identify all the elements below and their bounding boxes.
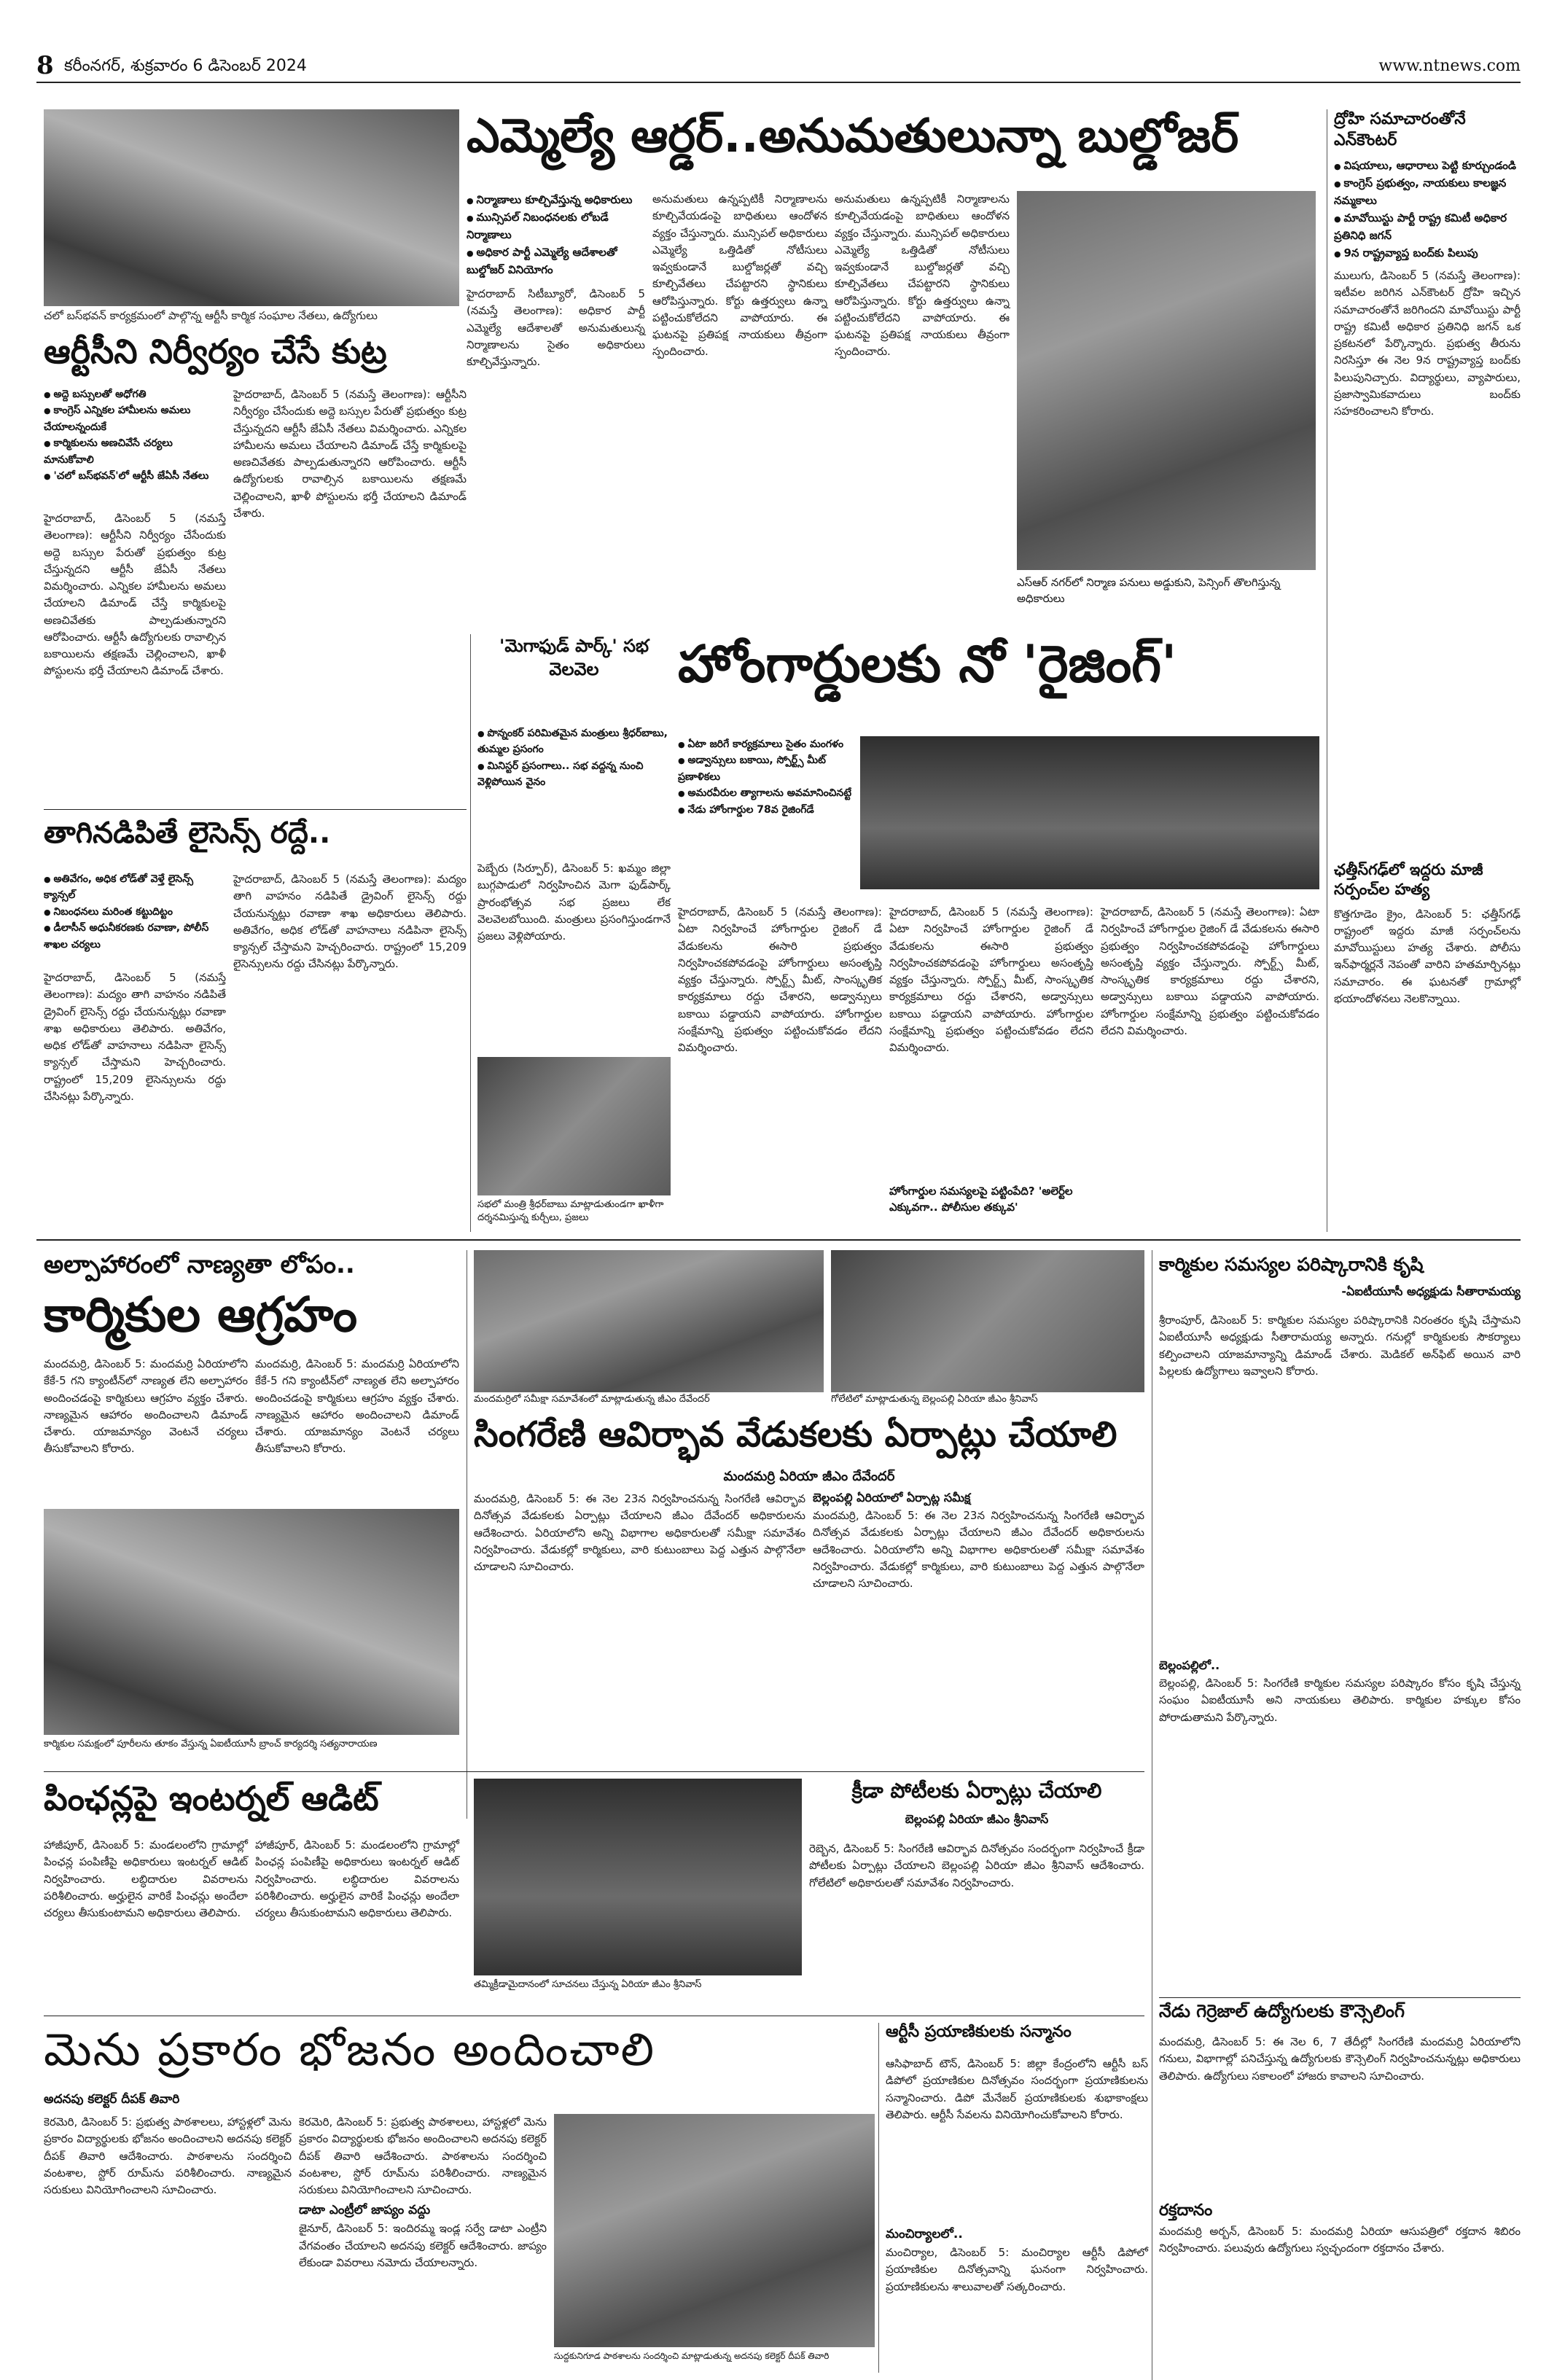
workers-problems-sub-body: బెల్లంపల్లి, డిసెంబర్ 5: సింగరేణి కార్మికుల సమస్యల పరిష్కారం కోసం కృషి చేస్తున్న సంఘం ఏఐటీయూసీ అని నాయకులు తెలిపారు. కార్మికుల హక్కుల కోసం పోరాడుతామని పేర్కొన్నారు. (1159, 1677, 1521, 1724)
counselling-headline[interactable]: నేడు గెర్రెజాల్ ఉద్యోగులకు కౌన్సెలింగ్ (1159, 2001, 1405, 2021)
workers-kicker-box (44, 1250, 452, 1287)
singareni-byline: మందమర్రి ఏరియా జీఎం దేవేందర్ (723, 1469, 895, 1484)
audit-body-col2: హాజీపూర్, డిసెంబర్ 5: మండలంలోని గ్రామాల్లో పింఛన్ల పంపిణీపై అధికారులు ఇంటర్నల్ ఆడిట్ నిర్వహించారు. లబ్ధిదారుల వివరాలను పరిశీలించారు. అర్హులైన వారికే పింఛన్లు అందేలా చర్యలు తీసుకుంటామని అధికారులు తెలిపారు. (255, 1838, 459, 1919)
workers-photo-caption: కార్మికుల సమక్షంలో పూరీలను తూకం వేస్తున్న ఏఐటీయూసీ బ్రాంచ్ కార్యదర్శి సత్యనారాయణ (44, 1739, 378, 1749)
license-body-col1: హైదరాబాద్, డిసెంబర్ 5 (నమస్తే తెలంగాణ): మద్యం తాగి వాహనం నడిపితే డ్రైవింగ్ లైసెన్స్ రద్దు చేయనున్నట్లు రవాణా శాఖ అధికారులు తెలిపారు. అతివేగం, అధిక లోడ్‌తో వాహనాలు నడిపినా లైసెన్స్ క్యాన్సల్ చేస్తామని హెచ్చరించారు. రాష్ట్రంలో 15,209 లైసెన్సులను రద్దు చేసినట్లు పేర్కొన్నారు. (44, 971, 226, 1103)
lead-body-col2: అనుమతులు ఉన్నప్పటికీ నిర్మాణాలను కూల్చివేయడంపై బాధితులు ఆందోళన వ్యక్తం చేస్తున్నారు. మున్సిపల్ అధికారులు ఎమ్మెల్యే ఒత్తిడితో నోటీసులు ఇవ్వకుండానే బుల్డోజర్లతో వచ్చి కూల్చివేతలు చేపట్టారని స్థానికులు ఆరోపిస్తున్నారు. కోర్టు ఉత్తర్వులు ఉన్నా పట్టించుకోలేదని వాపోయారు. ఈ ఘటనపై ప్రతిపక్ష నాయకులు తీవ్రంగా స్పందించారు. (835, 192, 1010, 359)
rtc-bullets-box (44, 386, 226, 481)
singareni-photo-right (831, 1250, 1144, 1392)
singareni-caption-right: గోలేటిలో మాట్లాడుతున్న బెల్లంపల్లి ఏరియా జీఎం శ్రీనివాస్ (831, 1394, 1038, 1405)
license-bullet: ● నిబంధనలు మరింత కట్టుదిట్టం (44, 904, 226, 920)
license-bullet: ● డీలాసీన్ అధునీకరణకు రవాణా, పోలీస్ శాఖల చర్యలు (44, 920, 226, 953)
homeguard-bullets-box (678, 736, 853, 897)
singareni-body-col1: మందమర్రి, డిసెంబర్ 5: ఈ నెల 23న నిర్వహించనున్న సింగరేణి ఆవిర్భావ దినోత్సవ వేడుకలకు ఏర్పాట్లు చేయాలని జీఎం దేవేందర్ అధికారులను ఆదేశించారు. ఏరియాలోని అన్ని విభాగాల అధికారులతో సమీక్షా సమావేశం నిర్వహించారు. వేడుకల్లో కార్మికులు, వారి కుటుంబాలు పెద్ద ఎత్తున పాల్గొనేలా చూడాలని సూచించారు. (474, 1492, 805, 1573)
lead-bullet: ● నిర్మాణాలు కూల్చివేస్తున్న అధికారులు (467, 191, 645, 208)
sports-headline-box (809, 1779, 1144, 1837)
rtc-bullet: ● 'చలో బస్‌భవన్'లో ఆర్టీసీ జేఏసీ నేతలు (44, 468, 226, 484)
lead-photo (1017, 191, 1316, 570)
rtc-felicitation-headline[interactable]: ఆర్టీసీ ప్రయాణికులకు సన్మానం (886, 2023, 1072, 2041)
counselling-body: మందమర్రి, డిసెంబర్ 5: ఈ నెల 6, 7 తేదీల్లో సింగరేణి మందమర్రి ఏరియాలోని గనులు, విభాగాల్లో పనిచేస్తున్న ఉద్యోగులకు కౌన్సెలింగ్ నిర్వహించనున్నట్లు అధికారులు తెలిపారు. ఉద్యోగులు సకాలంలో హాజరు కావాలని సూచించారు. (1159, 2035, 1521, 2083)
encounter-bullet: ● విషయాలు, ఆధారాలు పెట్టి కూర్చుండండి (1334, 157, 1521, 174)
audit-headline-box (44, 1779, 459, 1833)
homeguard-body-col2: హైదరాబాద్, డిసెంబర్ 5 (నమస్తే తెలంగాణ): ఏటా నిర్వహించే హోంగార్డుల రైజింగ్ డే వేడుకలను ఈసారి ప్రభుత్వం నిర్వహించకపోవడంపై హోంగార్డులు అసంతృప్తి వ్యక్తం చేస్తున్నారు. స్పోర్ట్స్ మీట్, సాంస్కృతిక కార్యక్రమాలు రద్దు చేశారని, అడ్వాన్సులు బకాయి పడ్డాయని వాపోయారు. హోంగార్డుల సంక్షేమాన్ని ప్రభుత్వం పట్టించుకోవడం లేదని విమర్శించారు. (889, 905, 1093, 1054)
counselling-headline-box (1159, 2001, 1521, 2030)
megafood-bullet: ● మినిస్టర్ ప్రసంగాలు.. సభ వద్దన్న నుంచి వెళ్లిపోయిన వైనం (477, 758, 671, 791)
megafood-body: పెబ్బేరు (సిర్పూర్), డిసెంబర్ 5: ఖమ్మం జిల్లా బుగ్గపాడులో నిర్వహించిన మెగా ఫుడ్‌పార్క్ ప్రారంభోత్సవ సభ ప్రజలు లేక వెలవెలబోయింది. మంత్రులు ప్రసంగిస్తుండగానే ప్రజలు వెళ్లిపోయారు. (477, 862, 671, 943)
encounter-story (1334, 109, 1521, 853)
singareni-col2 (813, 1491, 1144, 1775)
license-bullet: ● అతివేగం, అధిక లోడ్‌తో వెళ్తే లైసెన్స్ క్యాన్సల్ (44, 871, 226, 904)
lead-dateline: హైదరాబాద్ సిటీబ్యూరో, డిసెంబర్ 5 (నమస్తే తెలంగాణ): అధికార పార్టీ ఎమ్మెల్యే ఆదేశాలతో అనుమతులున్న నిర్మాణాలను సైతం అధికారులు కూల్చివేస్తున్నారు. (467, 287, 645, 368)
header-rule (36, 82, 1521, 83)
encounter-body: ములుగు, డిసెంబర్ 5 (నమస్తే తెలంగాణ): ఇటీవల జరిగిన ఎన్‌కౌంటర్ ద్రోహి ఇచ్చిన సమాచారంతోనే జరిగిందని మావోయిస్టు పార్టీ రాష్ట్ర కమిటీ అధికార ప్రతినిధి జగన్ ఒక ప్రకటనలో పేర్కొన్నారు. ప్రభుత్వ తీరును నిరసిస్తూ ఈ నెల 9న రాష్ట్రవ్యాప్త బంద్‌కు పిలుపునిచ్చారు. విద్యార్థులు, వ్యాపారులు, ప్రజాస్వామికవాదులు బంద్‌కు సహకరించాలని కోరారు. (1334, 269, 1521, 418)
homeguard-bullet: ● ఏటా జరిగే కార్యక్రమాలు సైతం మంగళం (678, 736, 853, 752)
workers-headline-box (44, 1287, 452, 1352)
encounter-headline[interactable]: ద్రోహి సమాచారంతోనే ఎన్‌కౌంటర్ (1334, 110, 1466, 149)
workers-problems-headline-box (1159, 1254, 1521, 1308)
menu-body-col2: కెరమెరి, డిసెంబర్ 5: ప్రభుత్వ పాఠశాలలు, హాస్టళ్లలో మెను ప్రకారం విద్యార్థులకు భోజనం అందించాలని అదనపు కలెక్టర్ దీపక్ తివారి ఆదేశించారు. పాఠశాలను సందర్శించి వంటశాల, స్టోర్ రూమ్‌ను పరిశీలించారు. నాణ్యమైన సరుకులు వినియోగించాలని సూచించారు. (299, 2115, 547, 2196)
license-body-col2: హైదరాబాద్, డిసెంబర్ 5 (నమస్తే తెలంగాణ): మద్యం తాగి వాహనం నడిపితే డ్రైవింగ్ లైసెన్స్ రద్దు చేయనున్నట్లు రవాణా శాఖ అధికారులు తెలిపారు. అతివేగం, అధిక లోడ్‌తో వాహనాలు నడిపినా లైసెన్స్ క్యాన్సల్ చేస్తామని హెచ్చరించారు. రాష్ట్రంలో 15,209 లైసెన్సులను రద్దు చేసినట్లు పేర్కొన్నారు. (233, 873, 467, 971)
singareni-headline[interactable]: సింగరేణి ఆవిర్భావ వేడుకలకు ఏర్పాట్లు చేయాలి (474, 1414, 1117, 1455)
singareni-headline-box (474, 1414, 1159, 1465)
homeguard-bullet: ● అమరవీరుల త్యాగాలను అవమానించినట్టే (678, 785, 853, 801)
megafood-headline-box (477, 634, 671, 722)
menu-headline[interactable]: మెను ప్రకారం భోజనం అందించాలి (44, 2023, 656, 2076)
page-number: 8 (36, 51, 54, 80)
workers-problems-sub-label: బెల్లంపల్లిలో.. (1159, 1658, 1220, 1672)
menu-byline: అదనపు కలెక్టర్ దీపక్ తివారి (44, 2092, 180, 2107)
workers-photo (44, 1509, 459, 1735)
rtc-body-col1: హైదరాబాద్, డిసెంబర్ 5 (నమస్తే తెలంగాణ): ఆర్టీసీని నిర్వీర్యం చేసేందుకు అద్దె బస్సుల పేరుతో ప్రభుత్వం కుట్ర చేస్తున్నదని ఆర్టీసీ జేఏసీ నేతలు విమర్శించారు. ఎన్నికల హామీలను అమలు చేయాలని డిమాండ్ చేస్తే కార్మికులపై అణచివేతకు పాల్పడుతున్నారని ఆరోపించారు. ఆర్టీసీ ఉద్యోగులకు రావాల్సిన బకాయిలను తక్షణమే చెల్లించాలని, ఖాళీ పోస్టులను భర్తీ చేయాలని డిమాండ్ చేశారు. (44, 512, 226, 678)
rtc-felicitation-headline-box (886, 2023, 1148, 2052)
lead-bullet: ● మున్సిపల్ నిబంధనలకు లోబడే నిర్మాణాలు (467, 208, 645, 243)
homeguard-bullet: ● అడ్వాన్సులు బకాయి, స్పోర్ట్స్ మీట్ ప్రణాళికలు (678, 752, 853, 785)
workers-body-col1: మందమర్రి, డిసెంబర్ 5: మందమర్రి ఏరియాలోని కేకే-5 గని క్యాంటీన్‌లో నాణ్యత లేని అల్పాహారం అందించడంపై కార్మికులు ఆగ్రహం వ్యక్తం చేశారు. నాణ్యమైన ఆహారం అందించాలని డిమాండ్ చేశారు. యాజమాన్యం వెంటనే చర్యలు తీసుకోవాలని కోరారు. (44, 1357, 248, 1456)
rtc-bullet: ● కార్మికులను అణచివేసే చర్యలు మానుకోవాలి (44, 435, 226, 468)
license-headline[interactable]: తాగినడిపితే లైసెన్స్ రద్దే.. (44, 816, 331, 850)
menu-headline-box (44, 2023, 875, 2088)
audit-body-col1: హాజీపూర్, డిసెంబర్ 5: మండలంలోని గ్రామాల్లో పింఛన్ల పంపిణీపై అధికారులు ఇంటర్నల్ ఆడిట్ నిర్వహించారు. లబ్ధిదారుల వివరాలను పరిశీలించారు. అర్హులైన వారికే పింఛన్లు అందేలా చర్యలు తీసుకుంటామని అధికారులు తెలిపారు. (44, 1838, 248, 1919)
rtc-headline-box (44, 332, 467, 384)
rtc-bullet: ● కాంగ్రెస్ ఎన్నికల హామీలను అమలు చేయాలన్నందుకే (44, 402, 226, 435)
sports-photo (474, 1779, 802, 1975)
blood-donation (1159, 2201, 1521, 2369)
homeguard-pull-quote: హోంగార్డుల సమస్యలపై పట్టింపేది? 'అలెర్ట్‌ల ఎక్కువగా.. పోలీసుల తక్కువ' (889, 1185, 1073, 1214)
chhattisgarh-headline[interactable]: ఛత్తీస్‌గఢ్‌లో ఇద్దరు మాజీ సర్పంచ్‌ల హత్య (1334, 861, 1483, 899)
rtc-body-col2: హైదరాబాద్, డిసెంబర్ 5 (నమస్తే తెలంగాణ): ఆర్టీసీని నిర్వీర్యం చేసేందుకు అద్దె బస్సుల పేరుతో ప్రభుత్వం కుట్ర చేస్తున్నదని ఆర్టీసీ జేఏసీ నేతలు విమర్శించారు. ఎన్నికల హామీలను అమలు చేయాలని డిమాండ్ చేస్తే కార్మికులపై అణచివేతకు పాల్పడుతున్నారని ఆరోపించారు. ఆర్టీసీ ఉద్యోగులకు రావాల్సిన బకాయిలను తక్షణమే చెల్లించాలని, ఖాళీ పోస్టులను భర్తీ చేయాలని డిమాండ్ చేశారు. (233, 388, 467, 520)
sports-body: రెబ్బెన, డిసెంబర్ 5: సింగరేణి ఆవిర్భావ దినోత్సవం సందర్భంగా నిర్వహించే క్రీడా పోటీలకు ఏర్పాట్లు చేయాలని బెల్లంపల్లి ఏరియా జీఎం శ్రీనివాస్ ఆదేశించారు. గోలేటిలో అధికారులతో సమావేశం నిర్వహించారు. (809, 1842, 1144, 1889)
rtc-headline[interactable]: ఆర్టీసీని నిర్వీర్యం చేసే కుట్ర (44, 332, 387, 371)
lead-body-col1: అనుమతులు ఉన్నప్పటికీ నిర్మాణాలను కూల్చివేయడంపై బాధితులు ఆందోళన వ్యక్తం చేస్తున్నారు. మున్సిపల్ అధికారులు ఎమ్మెల్యే ఒత్తిడితో నోటీసులు ఇవ్వకుండానే బుల్డోజర్లతో వచ్చి కూల్చివేతలు చేపట్టారని స్థానికులు ఆరోపిస్తున్నారు. కోర్టు ఉత్తర్వులు ఉన్నా పట్టించుకోలేదని వాపోయారు. ఈ ఘటనపై ప్రతిపక్ష నాయకులు తీవ్రంగా స్పందించారు. (652, 192, 827, 359)
workers-problems-byline: -ఏఐటీయూసీ అధ్యక్షుడు సీతారామయ్య (1341, 1284, 1521, 1298)
workers-problems-headline[interactable]: కార్మికుల సమస్యల పరిష్కారానికి కృషి (1159, 1254, 1424, 1275)
rtc-felicitation-sub-body: మంచిర్యాల, డిసెంబర్ 5: మంచిర్యాల ఆర్టీసీ డిపోలో ప్రయాణికుల దినోత్సవాన్ని ఘనంగా నిర్వహించారు. ప్రయాణికులను శాలువాలతో సత్కరించారు. (886, 2246, 1148, 2293)
workers-kicker: అల్పాహారంలో నాణ్యతా లోపం.. (44, 1250, 355, 1279)
rtc-felicitation-sub-label: మంచిర్యాలలో.. (886, 2227, 963, 2242)
workers-body-col2: మందమర్రి, డిసెంబర్ 5: మందమర్రి ఏరియాలోని కేకే-5 గని క్యాంటీన్‌లో నాణ్యత లేని అల్పాహారం అందించడంపై కార్మికులు ఆగ్రహం వ్యక్తం చేశారు. నాణ్యమైన ఆహారం అందించాలని డిమాండ్ చేశారు. యాజమాన్యం వెంటనే చర్యలు తీసుకోవాలని కోరారు. (255, 1357, 459, 1456)
megafood-photo-caption: సభలో మంత్రి శ్రీధర్‌బాబు మాట్లాడుతుండగా ఖాళీగా దర్శనమిస్తున్న కుర్చీలు, ప్రజలు (477, 1199, 664, 1223)
homeguard-headline-box (678, 634, 1319, 729)
blood-donation-label: రక్తదానం (1159, 2201, 1213, 2220)
workers-headline[interactable]: కార్మికుల ఆగ్రహం (44, 1287, 358, 1343)
chhattisgarh-body: కొత్తగూడెం క్రైం, డిసెంబర్ 5: ఛత్తీస్‌గఢ్ రాష్ట్రంలో ఇద్దరు మాజీ సర్పంచ్‌లను మావోయిస్టులు హత్య చేశారు. పోలీసు ఇన్‌ఫార్మర్లనే నెపంతో వారిని హతమార్చినట్లు సమాచారం. ఈ ఘటనతో గ్రామాల్లో భయాందోళనలు నెలకొన్నాయి. (1334, 907, 1521, 1005)
rtc-felicitation-sub (886, 2227, 1148, 2373)
menu-sub-body: జైనూర్, డిసెంబర్ 5: ఇందిరమ్మ ఇండ్ల సర్వే డాటా ఎంట్రీని వేగవంతం చేయాలని అదనపు కలెక్టర్ ఆదేశించారు. జాప్యం లేకుండా వివరాలు నమోదు చేయాలన్నారు. (299, 2222, 547, 2269)
menu-photo (554, 2114, 875, 2347)
menu-sub-headline: డాటా ఎంట్రీలో జాప్యం వద్దు (299, 2203, 431, 2218)
workers-problems-body: శ్రీరాంపూర్, డిసెంబర్ 5: కార్మికుల సమస్యల పరిష్కారానికి నిరంతరం కృషి చేస్తామని ఏఐటీయూసీ అధ్యక్షుడు సీతారామయ్య అన్నారు. గనుల్లో కార్మికులకు సౌకర్యాలు కల్పించాలని యాజమాన్యాన్ని డిమాండ్ చేశారు. మెడికల్ అన్‌ఫిట్ అయిన వారి పిల్లలకు ఉద్యోగాలు ఇవ్వాలని కోరారు. (1159, 1314, 1521, 1378)
menu-body-col1: కెరమెరి, డిసెంబర్ 5: ప్రభుత్వ పాఠశాలలు, హాస్టళ్లలో మెను ప్రకారం విద్యార్థులకు భోజనం అందించాలని అదనపు కలెక్టర్ దీపక్ తివారి ఆదేశించారు. పాఠశాలను సందర్శించి వంటశాల, స్టోర్ రూమ్‌ను పరిశీలించారు. నాణ్యమైన సరుకులు వినియోగించాలని సూచించారు. (44, 2115, 292, 2196)
megafood-bullets-box (477, 725, 671, 857)
homeguard-photo (860, 736, 1319, 889)
megafood-headline[interactable]: 'మెగాఫుడ్ పార్క్' సభ వెలవెల (499, 636, 649, 680)
megafood-photo (477, 1057, 671, 1195)
rtc-bullet: ● అద్దె బస్సులతో అధోగతి (44, 386, 226, 402)
homeguard-body-col3: హైదరాబాద్, డిసెంబర్ 5 (నమస్తే తెలంగాణ): ఏటా నిర్వహించే హోంగార్డుల రైజింగ్ డే వేడుకలను ఈసారి ప్రభుత్వం నిర్వహించకపోవడంపై హోంగార్డులు అసంతృప్తి వ్యక్తం చేస్తున్నారు. స్పోర్ట్స్ మీట్, సాంస్కృతిక కార్యక్రమాలు రద్దు చేశారని, అడ్వాన్సులు బకాయి పడ్డాయని వాపోయారు. హోంగార్డుల సంక్షేమాన్ని ప్రభుత్వం పట్టించుకోవడం లేదని విమర్శించారు. (1101, 905, 1319, 1037)
menu-col2 (299, 2114, 547, 2373)
singareni-photo-left (474, 1250, 824, 1392)
sports-photo-caption: తమ్మిక్రీడామైదానంలో సూచనలు చేస్తున్న ఏరియా జీఎం శ్రీనివాస్ (474, 1979, 702, 1990)
homeguard-bullet: ● నేడు హోంగార్డుల 78వ రైజింగ్‌డే (678, 802, 853, 818)
megafood-bullet: ● పొన్నంకర్ పరిమితమైన మంత్రులు శ్రీధర్‌బాబు, తుమ్మల ప్రసంగం (477, 725, 671, 758)
singareni-caption-left: మందమర్రిలో సమీక్షా సమావేశంలో మాట్లాడుతున్న జీఎం దేవేందర్ (474, 1394, 710, 1405)
rtc-photo (44, 109, 459, 306)
chhattisgarh-story (1334, 860, 1521, 1225)
sports-headline[interactable]: క్రీడా పోటీలకు ఏర్పాట్లు చేయాలి (851, 1779, 1102, 1803)
encounter-bullet: ● కాంగ్రెస్ ప్రభుత్వం, నాయకులు కాలజ్ఞన నమ్మకాలు (1334, 174, 1521, 209)
lead-headline[interactable]: ఎమ్మెల్యే ఆర్డర్..అనుమతులున్నా బుల్డోజర్ (467, 109, 1239, 163)
homeguard-headline[interactable]: హోంగార్డులకు నో 'రైజింగ్' (678, 634, 1177, 694)
blood-donation-body: మందమర్రి అర్బన్, డిసెంబర్ 5: మందమర్రి ఏరియా ఆసుపత్రిలో రక్తదాన శిబిరం నిర్వహించారు. పలువురు ఉద్యోగులు స్వచ్ఛందంగా రక్తదానం చేశారు. (1159, 2225, 1521, 2255)
lead-bullets-box (467, 191, 645, 475)
license-headline-box (44, 816, 467, 867)
encounter-bullet: ● మావోయిస్టు పార్టీ రాష్ట్ర కమిటీ అధికార ప్రతినిధి జగన్ (1334, 209, 1521, 244)
singareni-body-col2: మందమర్రి, డిసెంబర్ 5: ఈ నెల 23న నిర్వహించనున్న సింగరేణి ఆవిర్భావ దినోత్సవ వేడుకలకు ఏర్పాట్లు చేయాలని జీఎం దేవేందర్ అధికారులను ఆదేశించారు. ఏరియాలోని అన్ని విభాగాల అధికారులతో సమీక్షా సమావేశం నిర్వహించారు. వేడుకల్లో కార్మికులు, వారి కుటుంబాలు పెద్ద ఎత్తున పాల్గొనేలా చూడాలని సూచించారు. (813, 1509, 1144, 1590)
lead-bullet: ● అధికార పార్టీ ఎమ్మెల్యే ఆదేశాలతో బుల్డోజర్ వినియోగం (467, 243, 645, 278)
homeguard-body-col1: హైదరాబాద్, డిసెంబర్ 5 (నమస్తే తెలంగాణ): ఏటా నిర్వహించే హోంగార్డుల రైజింగ్ డే వేడుకలను ఈసారి ప్రభుత్వం నిర్వహించకపోవడంపై హోంగార్డులు అసంతృప్తి వ్యక్తం చేస్తున్నారు. స్పోర్ట్స్ మీట్, సాంస్కృతిక కార్యక్రమాలు రద్దు చేశారని, అడ్వాన్సులు బకాయి పడ్డాయని వాపోయారు. హోంగార్డుల సంక్షేమాన్ని ప్రభుత్వం పట్టించుకోవడం లేదని విమర్శించారు. (678, 905, 882, 1054)
lead-photo-caption: ఎస్ఆర్ నగర్‌లో నిర్మాణ పనులు అడ్డుకుని, పెన్సింగ్ తొలగిస్తున్న అధికారులు (1017, 576, 1281, 605)
singareni-sub-label: బెల్లంపల్లి ఏరియాలో ఏర్పాట్ల సమీక్ష (813, 1491, 971, 1505)
audit-headline[interactable]: పింఛన్లపై ఇంటర్నల్ ఆడిట్ (44, 1779, 379, 1818)
menu-photo-caption: సుద్దకునిగూడ పాఠశాలను సందర్శించి మాట్లాడుతున్న అదనపు కలెక్టర్ దీపక్ తివారి (554, 2351, 830, 2361)
workers-problems-sub (1159, 1658, 1521, 2001)
sports-byline: బెల్లంపల్లి ఏరియా జీఎం శ్రీనివాస్ (905, 1812, 1049, 1826)
rtc-photo-caption: చలో బస్‌భవన్ కార్యక్రమంలో పాల్గొన్న ఆర్టీసీ కార్మిక సంఘాల నేతలు, ఉద్యోగులు (44, 309, 378, 322)
encounter-bullet: ● 9న రాష్ట్రవ్యాప్త బంద్‌కు పిలుపు (1334, 244, 1521, 262)
dateline: కరీంనగర్, శుక్రవారం 6 డిసెంబర్ 2024 (64, 57, 307, 75)
site-url[interactable]: www.ntnews.com (1378, 57, 1521, 75)
lead-headline-box (467, 109, 1319, 190)
license-bullets-box (44, 871, 226, 959)
page-header (36, 51, 1521, 80)
rtc-felicitation-body: ఆసిఫాబాద్ టౌన్, డిసెంబర్ 5: జిల్లా కేంద్రంలోని ఆర్టీసీ బస్ డిపోలో ప్రయాణికుల దినోత్సవం సందర్భంగా ప్రయాణికులను సన్మానించారు. డిపో మేనేజర్ ప్రయాణికులకు శుభాకాంక్షలు తెలిపారు. ఆర్టీసీ సేవలను వినియోగించుకోవాలని కోరారు. (886, 2057, 1148, 2121)
